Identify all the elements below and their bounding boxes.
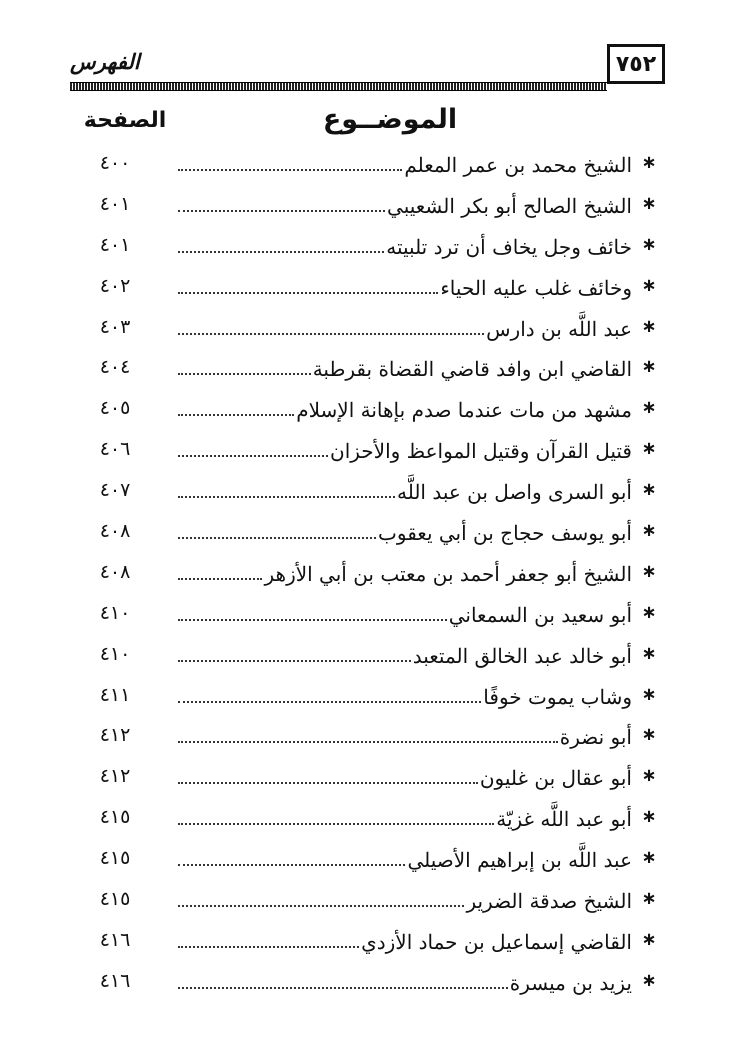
entry-title: أبو نضرة: [559, 725, 632, 750]
toc-entry: [0, 346, 740, 387]
entry-page-number: ٤٠٦: [99, 438, 131, 461]
entry-title-row: [172, 350, 632, 384]
dot-leader: [178, 413, 294, 416]
entry-title-row: [172, 432, 632, 466]
entry-title-row: [172, 555, 632, 589]
toc-entry: [0, 428, 740, 469]
entry-title: أبو عبد اللَّه غزيّة: [496, 807, 632, 832]
entry-title-row: [172, 964, 632, 998]
entry-page-number: ٤٠٠: [99, 152, 131, 174]
toc-entry: [0, 387, 740, 428]
dot-leader: [178, 536, 376, 539]
bullet-star-icon: ∗: [641, 806, 657, 828]
toc-entry: [0, 265, 740, 306]
dot-leader: [178, 250, 384, 253]
entry-page-number: ٤١٠: [99, 642, 131, 665]
toc-entry: [0, 674, 740, 715]
toc-entry: [0, 919, 740, 960]
toc-entry: [0, 592, 740, 633]
entry-title: عبد اللَّه بن دارس: [486, 316, 632, 341]
toc-entry: [0, 551, 740, 592]
bullet-star-icon: ∗: [641, 560, 657, 582]
dot-leader: [178, 945, 359, 948]
toc-entry: [0, 714, 740, 755]
dot-leader: [178, 168, 402, 171]
toc-list: [0, 142, 740, 1001]
bullet-star-icon: ∗: [641, 683, 657, 705]
entry-page-number: ٤١٥: [99, 847, 131, 870]
entry-title-row: [172, 310, 632, 344]
entry-title: أبو السرى واصل بن عبد اللَّه: [396, 480, 632, 505]
bullet-star-icon: ∗: [641, 724, 657, 746]
dot-leader: [178, 904, 464, 907]
entry-page-number: ٤١١: [99, 683, 131, 706]
entry-title: القاضي ابن وافد قاضي القضاة بقرطبة: [312, 357, 632, 382]
entry-title-row: [172, 882, 632, 916]
entry-title: يزيد بن ميسرة: [509, 970, 632, 995]
bullet-star-icon: ∗: [641, 520, 657, 542]
entry-title: وخائف غلب عليه الحياء: [440, 275, 632, 300]
entry-title-row: [172, 637, 632, 671]
dot-leader: [178, 781, 478, 784]
entry-title-row: [172, 759, 632, 793]
entry-title-row: [172, 391, 632, 425]
dot-leader: [178, 740, 558, 743]
entry-title: أبو خالد عبد الخالق المتعبد: [412, 643, 632, 668]
entry-page-number: ٤١٠: [99, 601, 131, 624]
bullet-star-icon: ∗: [641, 642, 657, 664]
bullet-star-icon: ∗: [641, 479, 657, 501]
bullet-star-icon: ∗: [641, 274, 657, 296]
entry-title-row: [172, 269, 632, 303]
entry-title: وشاب يموت خوفًا: [483, 684, 632, 709]
entry-title: خائف وجل يخاف أن ترد تلبيته: [386, 234, 632, 259]
entry-page-number: ٤١٢: [99, 724, 131, 747]
toc-entry: [0, 960, 740, 1001]
entry-title: الشيخ صدقة الضرير: [466, 889, 632, 914]
toc-entry: [0, 510, 740, 551]
dot-leader: [178, 454, 328, 457]
bullet-star-icon: ∗: [641, 847, 657, 869]
column-header-page: الصفحة: [83, 108, 167, 133]
entry-title: مشهد من مات عندما صدم بإهانة الإسلام: [296, 398, 632, 423]
bullet-star-icon: ∗: [641, 969, 657, 991]
entry-page-number: ٤١٥: [99, 888, 131, 911]
toc-entry: [0, 306, 740, 347]
entry-title: أبو سعيد بن السمعاني: [448, 602, 632, 627]
entry-title: أبو يوسف حجاج بن أبي يعقوب: [378, 521, 632, 546]
entry-page-number: ٤١٦: [99, 928, 131, 951]
running-title: الفهرس: [70, 50, 140, 74]
toc-entry: [0, 837, 740, 878]
entry-page-number: ٤١٦: [99, 969, 131, 992]
page-number: ٧٥٢: [615, 51, 657, 77]
dot-leader: [178, 577, 262, 580]
dot-leader: [178, 209, 385, 212]
entry-title: أبو عقال بن غليون: [479, 766, 632, 791]
toc-entry: [0, 633, 740, 674]
entry-title-row: [172, 228, 632, 262]
entry-page-number: ٤١٢: [99, 765, 131, 788]
toc-entry: [0, 224, 740, 265]
toc-entry: [0, 142, 740, 183]
dot-leader: [178, 863, 405, 866]
entry-page-number: ٤٠١: [99, 233, 131, 256]
entry-page-number: ٤٠٨: [99, 560, 131, 583]
entry-page-number: ٤٠٤: [99, 356, 131, 379]
column-header-subject: الموضــوع: [322, 104, 458, 135]
entry-title-row: [172, 596, 632, 630]
entry-title-row: [172, 923, 632, 957]
entry-page-number: ٤٠٥: [99, 397, 131, 420]
bullet-star-icon: ∗: [641, 397, 657, 419]
dot-leader: [178, 495, 395, 498]
entry-page-number: ٤٠٧: [99, 479, 131, 502]
toc-entry: [0, 796, 740, 837]
entry-page-number: ٤٠٣: [99, 315, 131, 338]
bullet-star-icon: ∗: [641, 315, 657, 337]
dot-leader: [178, 986, 508, 989]
bullet-star-icon: ∗: [641, 152, 657, 173]
dot-leader: [178, 372, 311, 375]
entry-title: الشيخ محمد بن عمر المعلم: [404, 153, 632, 177]
bullet-star-icon: ∗: [641, 765, 657, 787]
dot-leader: [178, 822, 494, 825]
entry-title: عبد اللَّه بن إبراهيم الأصيلي: [407, 848, 632, 873]
bullet-star-icon: ∗: [641, 601, 657, 623]
entry-title-row: [172, 514, 632, 548]
entry-title: الشيخ أبو جعفر أحمد بن معتب بن أبي الأزهر: [264, 561, 632, 586]
entry-title-row: [172, 473, 632, 507]
dot-leader: [178, 618, 447, 621]
entry-page-number: ٤٠١: [99, 192, 131, 215]
entry-title-row: [172, 678, 632, 712]
entry-title-row: [172, 718, 632, 752]
entry-page-number: ٤٠٢: [99, 274, 131, 297]
page-number-box: [607, 44, 665, 84]
entry-title-row: [172, 841, 632, 875]
bullet-star-icon: ∗: [641, 888, 657, 910]
entry-page-number: ٤٠٨: [99, 520, 131, 543]
entry-title: القاضي إسماعيل بن حماد الأزدي: [361, 929, 632, 954]
toc-entry: [0, 183, 740, 224]
dot-leader: [178, 700, 481, 703]
entry-title: الشيخ الصالح أبو بكر الشعيبي: [387, 193, 632, 218]
header-rule: [70, 82, 607, 91]
dot-leader: [178, 332, 484, 335]
dot-leader: [178, 659, 411, 662]
entry-title-row: [172, 187, 632, 221]
entry-page-number: ٤١٥: [99, 806, 131, 829]
toc-entry: [0, 469, 740, 510]
bullet-star-icon: ∗: [641, 192, 657, 214]
bullet-star-icon: ∗: [641, 928, 657, 950]
toc-entry: [0, 755, 740, 796]
dot-leader: [178, 291, 438, 294]
bullet-star-icon: ∗: [641, 233, 657, 255]
entry-title-row: [172, 146, 632, 180]
entry-title-row: [172, 800, 632, 834]
toc-entry: [0, 878, 740, 919]
entry-title: قتيل القرآن وقتيل المواعظ والأحزان: [330, 439, 632, 464]
bullet-star-icon: ∗: [641, 356, 657, 378]
bullet-star-icon: ∗: [641, 438, 657, 460]
